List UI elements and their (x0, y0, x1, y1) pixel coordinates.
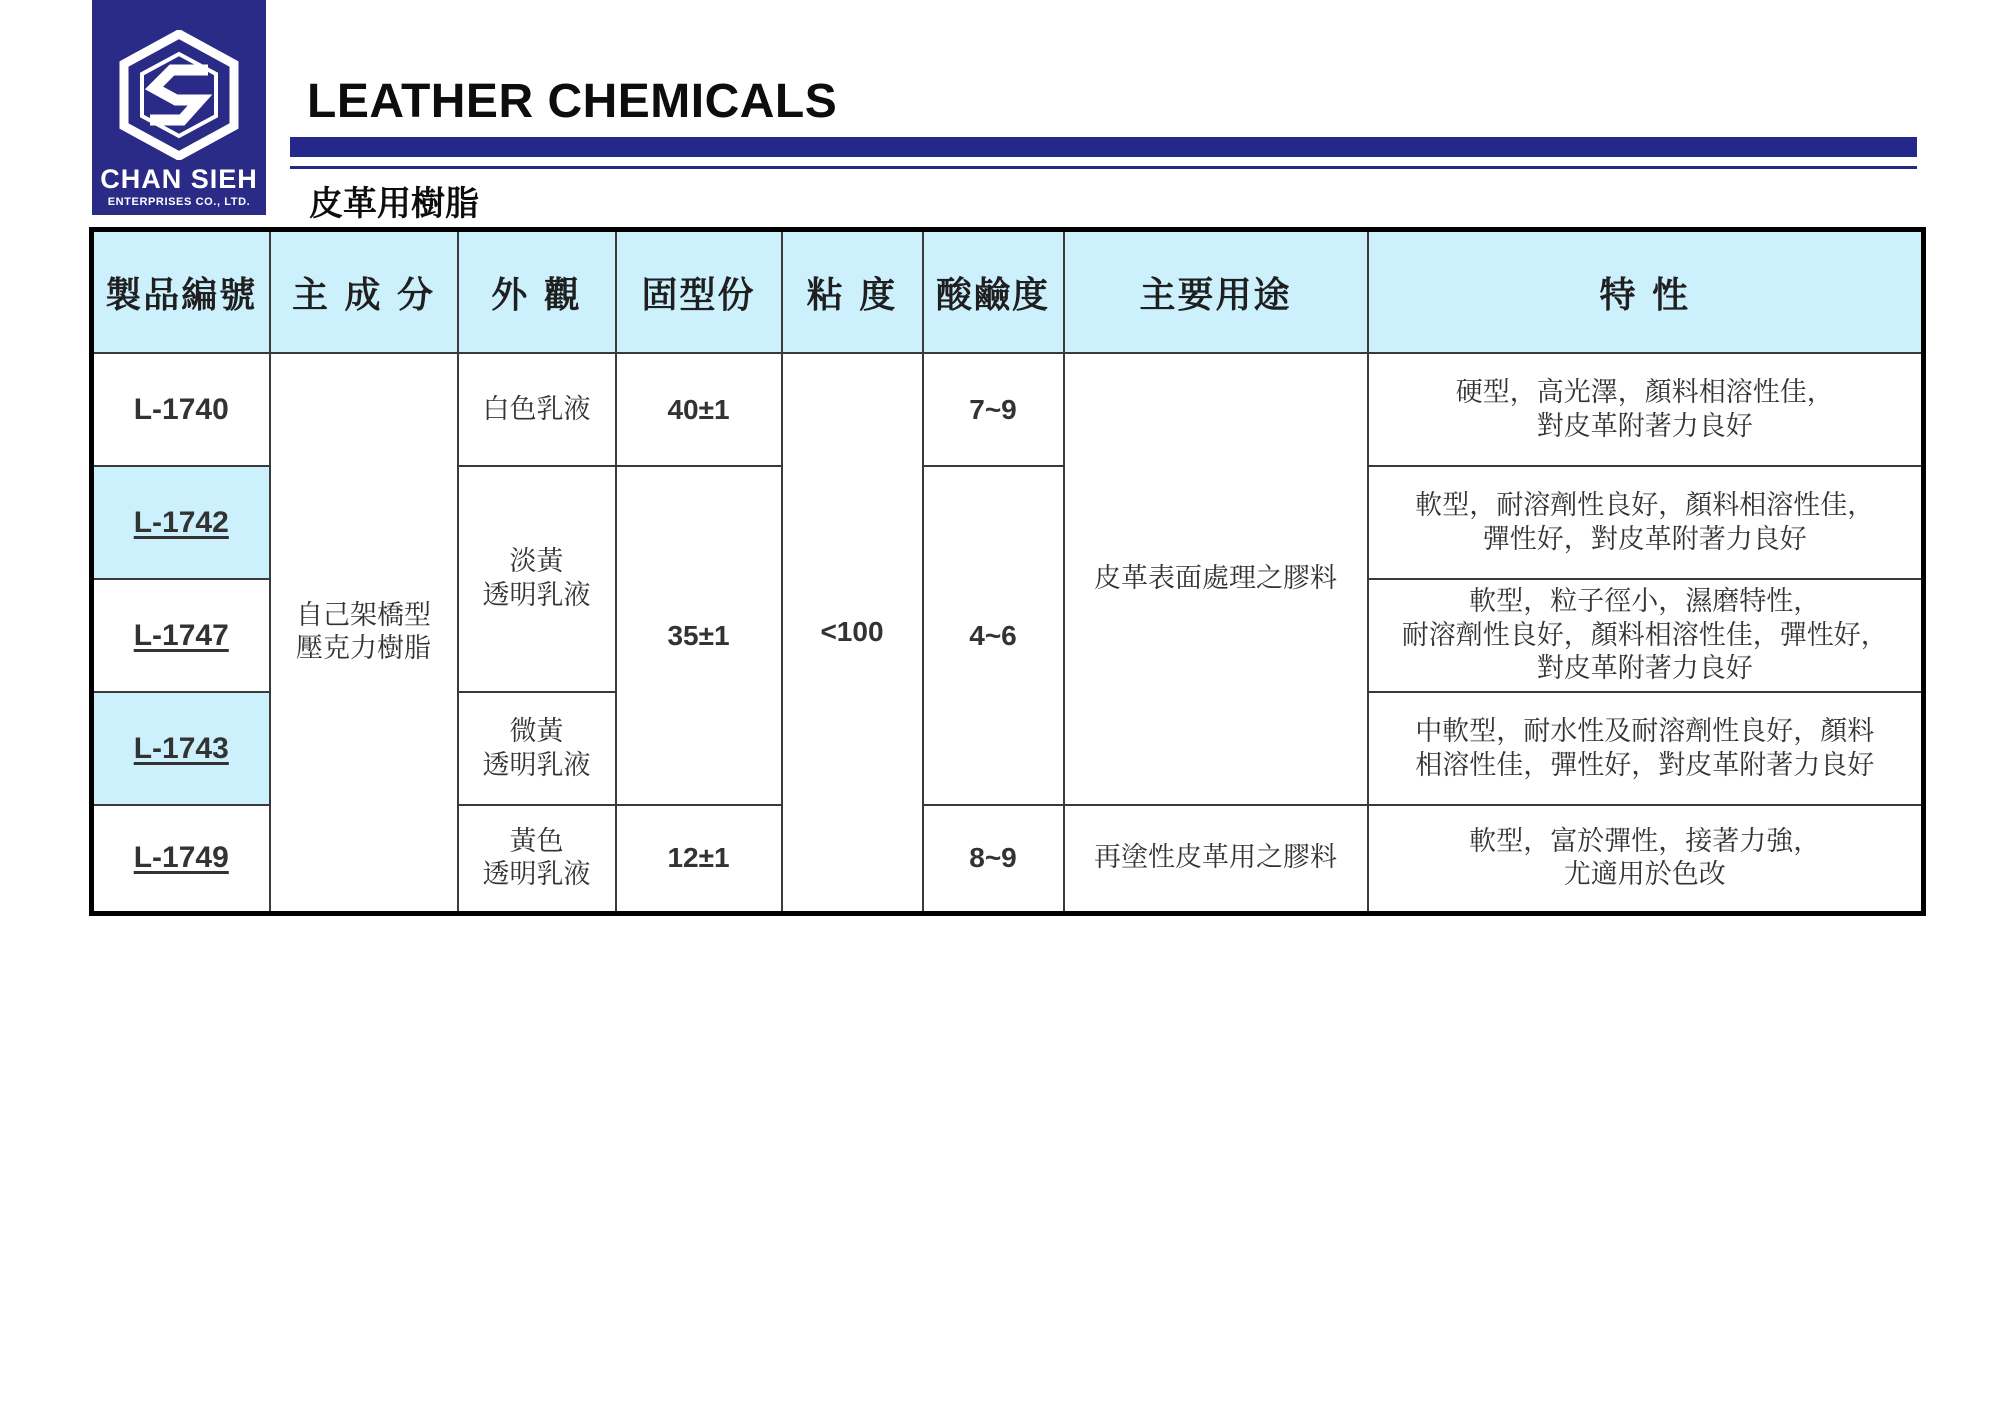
company-subtitle: ENTERPRISES CO., LTD. (107, 196, 251, 208)
header-ph: 酸鹼度 (923, 230, 1064, 354)
product-table (89, 227, 1926, 916)
appearance-value: 黃色 透明乳液 (458, 805, 616, 913)
ph-value: 8~9 (923, 805, 1064, 913)
table-row (92, 353, 1924, 466)
header-main-component: 主 成 分 (270, 230, 458, 354)
header-solids: 固型份 (616, 230, 782, 354)
usage-value: 皮革表面處理之膠料 (1064, 353, 1368, 805)
header-appearance: 外 觀 (458, 230, 616, 354)
header-main-usage: 主要用途 (1064, 230, 1368, 354)
product-code-link[interactable]: L-1749 (92, 805, 270, 913)
company-name: CHAN SIEH (100, 164, 258, 194)
product-code-link[interactable]: L-1747 (92, 579, 270, 692)
company-logo (92, 0, 266, 215)
header-product-code: 製品編號 (92, 230, 270, 354)
appearance-value: 白色乳液 (458, 353, 616, 466)
product-code-link[interactable]: L-1743 (92, 692, 270, 805)
product-code-link[interactable]: L-1742 (92, 466, 270, 579)
features-value: 軟型，耐溶劑性良好，顏料相溶性佳， 彈性好，對皮革附著力良好 (1368, 466, 1924, 579)
main-component: 自己架橋型 壓克力樹脂 (270, 353, 458, 913)
ph-value: 7~9 (923, 353, 1064, 466)
chan-sieh-logo-icon (114, 30, 244, 160)
features-value: 軟型，粒子徑小，濕磨特性， 耐溶劑性良好，顏料相溶性佳，彈性好， 對皮革附著力良好 (1368, 579, 1924, 692)
features-value: 硬型，高光澤，顏料相溶性佳， 對皮革附著力良好 (1368, 353, 1924, 466)
title-underline-thin (290, 166, 1917, 169)
solids-value: 40±1 (616, 353, 782, 466)
table-header-row (92, 230, 1924, 354)
header-features: 特 性 (1368, 230, 1924, 354)
header-viscosity: 粘 度 (782, 230, 923, 354)
ph-value: 4~6 (923, 466, 1064, 805)
page-subtitle: 皮革用樹脂 (309, 184, 479, 224)
appearance-value: 淡黃 透明乳液 (458, 466, 616, 692)
viscosity-value: <100 (782, 353, 923, 913)
solids-value: 12±1 (616, 805, 782, 913)
features-value: 中軟型，耐水性及耐溶劑性良好，顏料 相溶性佳，彈性好，對皮革附著力良好 (1368, 692, 1924, 805)
features-value: 軟型，富於彈性，接著力強， 尤適用於色改 (1368, 805, 1924, 913)
solids-value: 35±1 (616, 466, 782, 805)
product-code: L-1740 (92, 353, 270, 466)
usage-value: 再塗性皮革用之膠料 (1064, 805, 1368, 913)
appearance-value: 微黃 透明乳液 (458, 692, 616, 805)
title-underline-thick (290, 137, 1917, 157)
page-title: LEATHER CHEMICALS (307, 75, 838, 128)
